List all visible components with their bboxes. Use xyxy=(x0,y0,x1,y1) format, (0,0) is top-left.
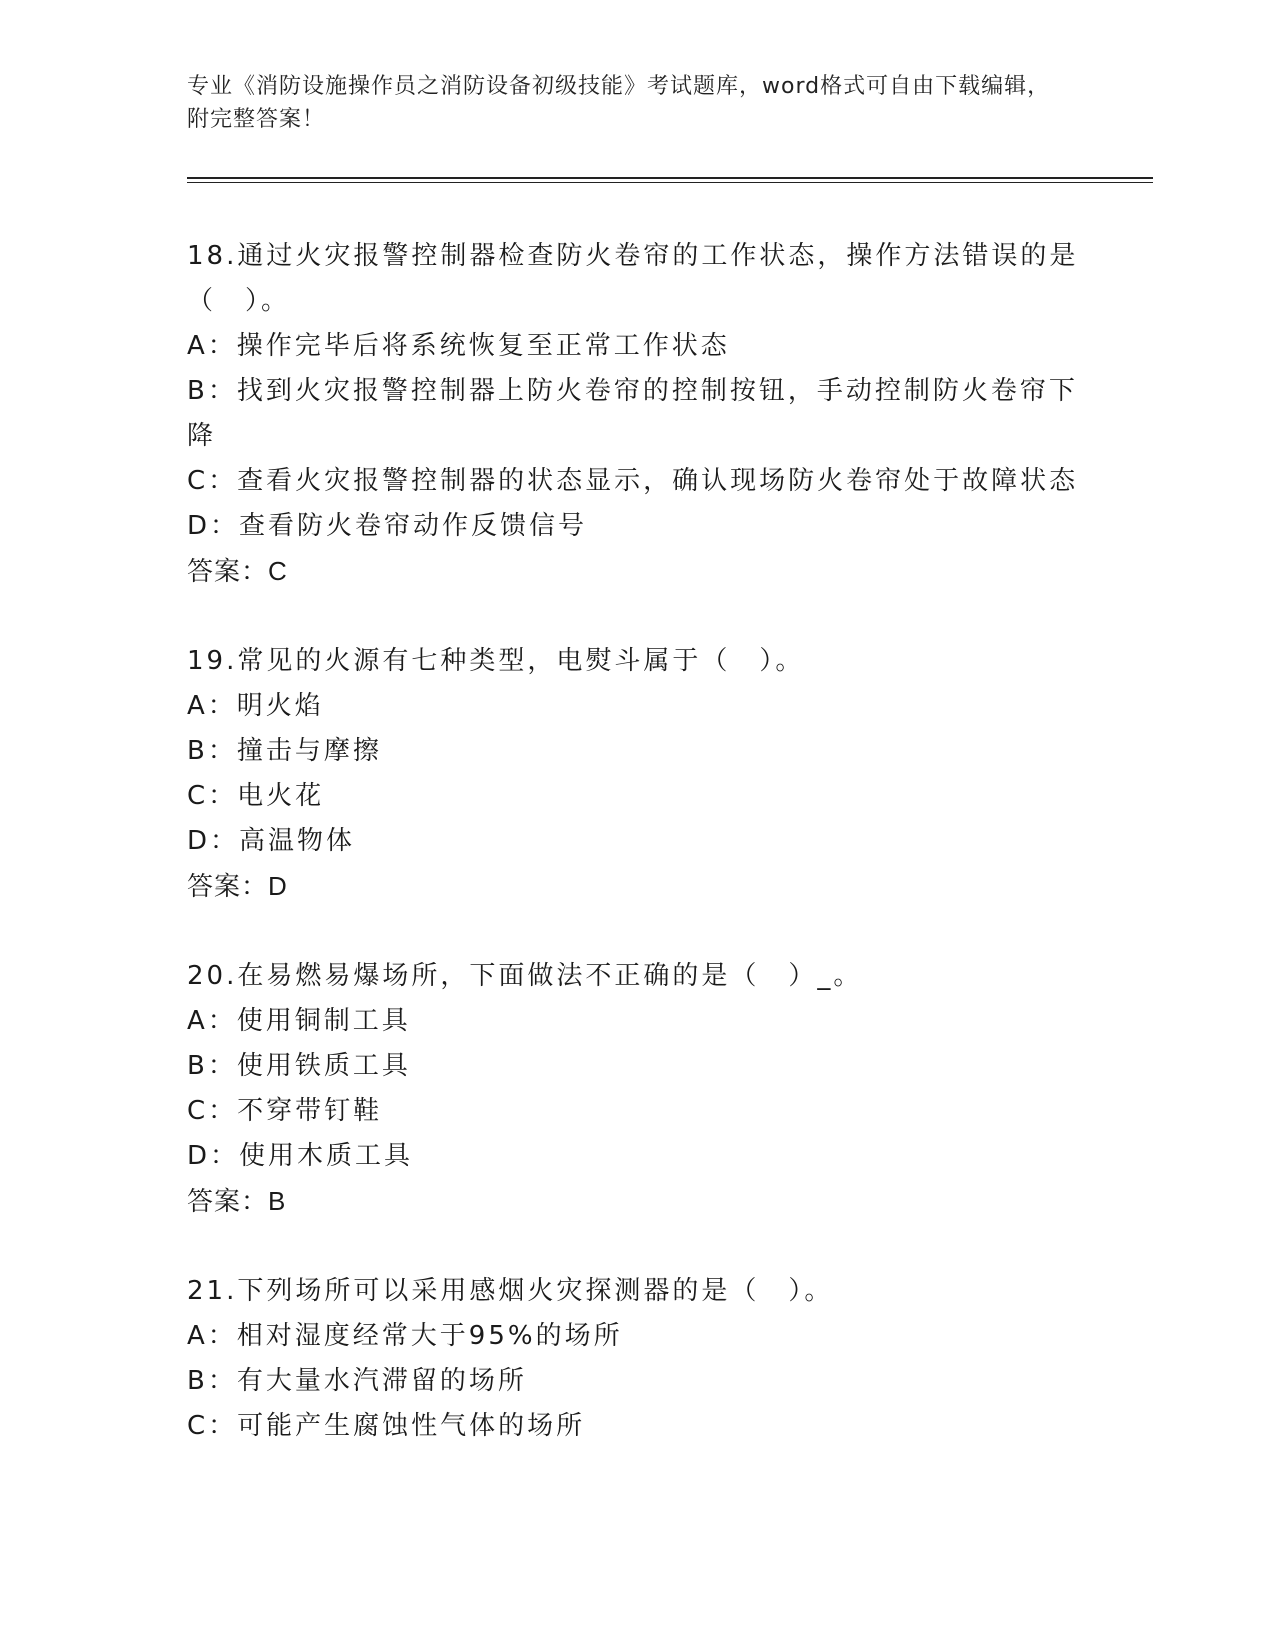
question-19 xyxy=(187,639,1087,909)
option-a: A：使用铜制工具 xyxy=(187,1006,411,1036)
option-b: B：撞击与摩擦 xyxy=(187,736,382,766)
answer-line: 答案：D xyxy=(187,871,288,901)
option-b: B：使用铁质工具 xyxy=(187,1051,411,1081)
question-21 xyxy=(187,1269,1087,1449)
document-header xyxy=(187,70,1067,136)
header-text: 专业《消防设施操作员之消防设备初级技能》考试题库，word格式可自由下载编辑，附完整答案！ xyxy=(187,74,1051,132)
question-20 xyxy=(187,954,1087,1224)
answer-line: 答案：B xyxy=(187,1186,287,1216)
option-c: C：不穿带钉鞋 xyxy=(187,1096,383,1126)
question-list xyxy=(187,234,1087,1494)
option-a: A：操作完毕后将系统恢复至正常工作状态 xyxy=(187,331,730,361)
question-stem: 20.在易燃易爆场所，下面做法不正确的是（ ）_。 xyxy=(187,961,863,991)
question-stem: 19.常见的火源有七种类型，电熨斗属于（ ）。 xyxy=(187,646,805,676)
option-d: D：查看防火卷帘动作反馈信号 xyxy=(187,511,588,541)
answer-line: 答案：C xyxy=(187,556,288,586)
question-stem: 18.通过火灾报警控制器检查防火卷帘的工作状态，操作方法错误的是（ ）。 xyxy=(187,241,1079,316)
option-a: A：明火焰 xyxy=(187,691,324,721)
header-divider-thick xyxy=(187,177,1153,179)
option-d: D：使用木质工具 xyxy=(187,1141,414,1171)
option-b: B：有大量水汽滞留的场所 xyxy=(187,1366,527,1396)
option-c: C：查看火灾报警控制器的状态显示，确认现场防火卷帘处于故障状态 xyxy=(187,466,1079,496)
option-c: C：可能产生腐蚀性气体的场所 xyxy=(187,1411,586,1441)
option-b: B：找到火灾报警控制器上防火卷帘的控制按钮，手动控制防火卷帘下降 xyxy=(187,376,1078,451)
question-stem: 21.下列场所可以采用感烟火灾探测器的是（ ）。 xyxy=(187,1276,834,1306)
option-c: C：电火花 xyxy=(187,781,325,811)
option-a: A：相对湿度经常大于95%的场所 xyxy=(187,1321,623,1351)
option-d: D：高温物体 xyxy=(187,826,356,856)
question-18 xyxy=(187,234,1087,594)
header-divider-thin xyxy=(187,182,1153,183)
